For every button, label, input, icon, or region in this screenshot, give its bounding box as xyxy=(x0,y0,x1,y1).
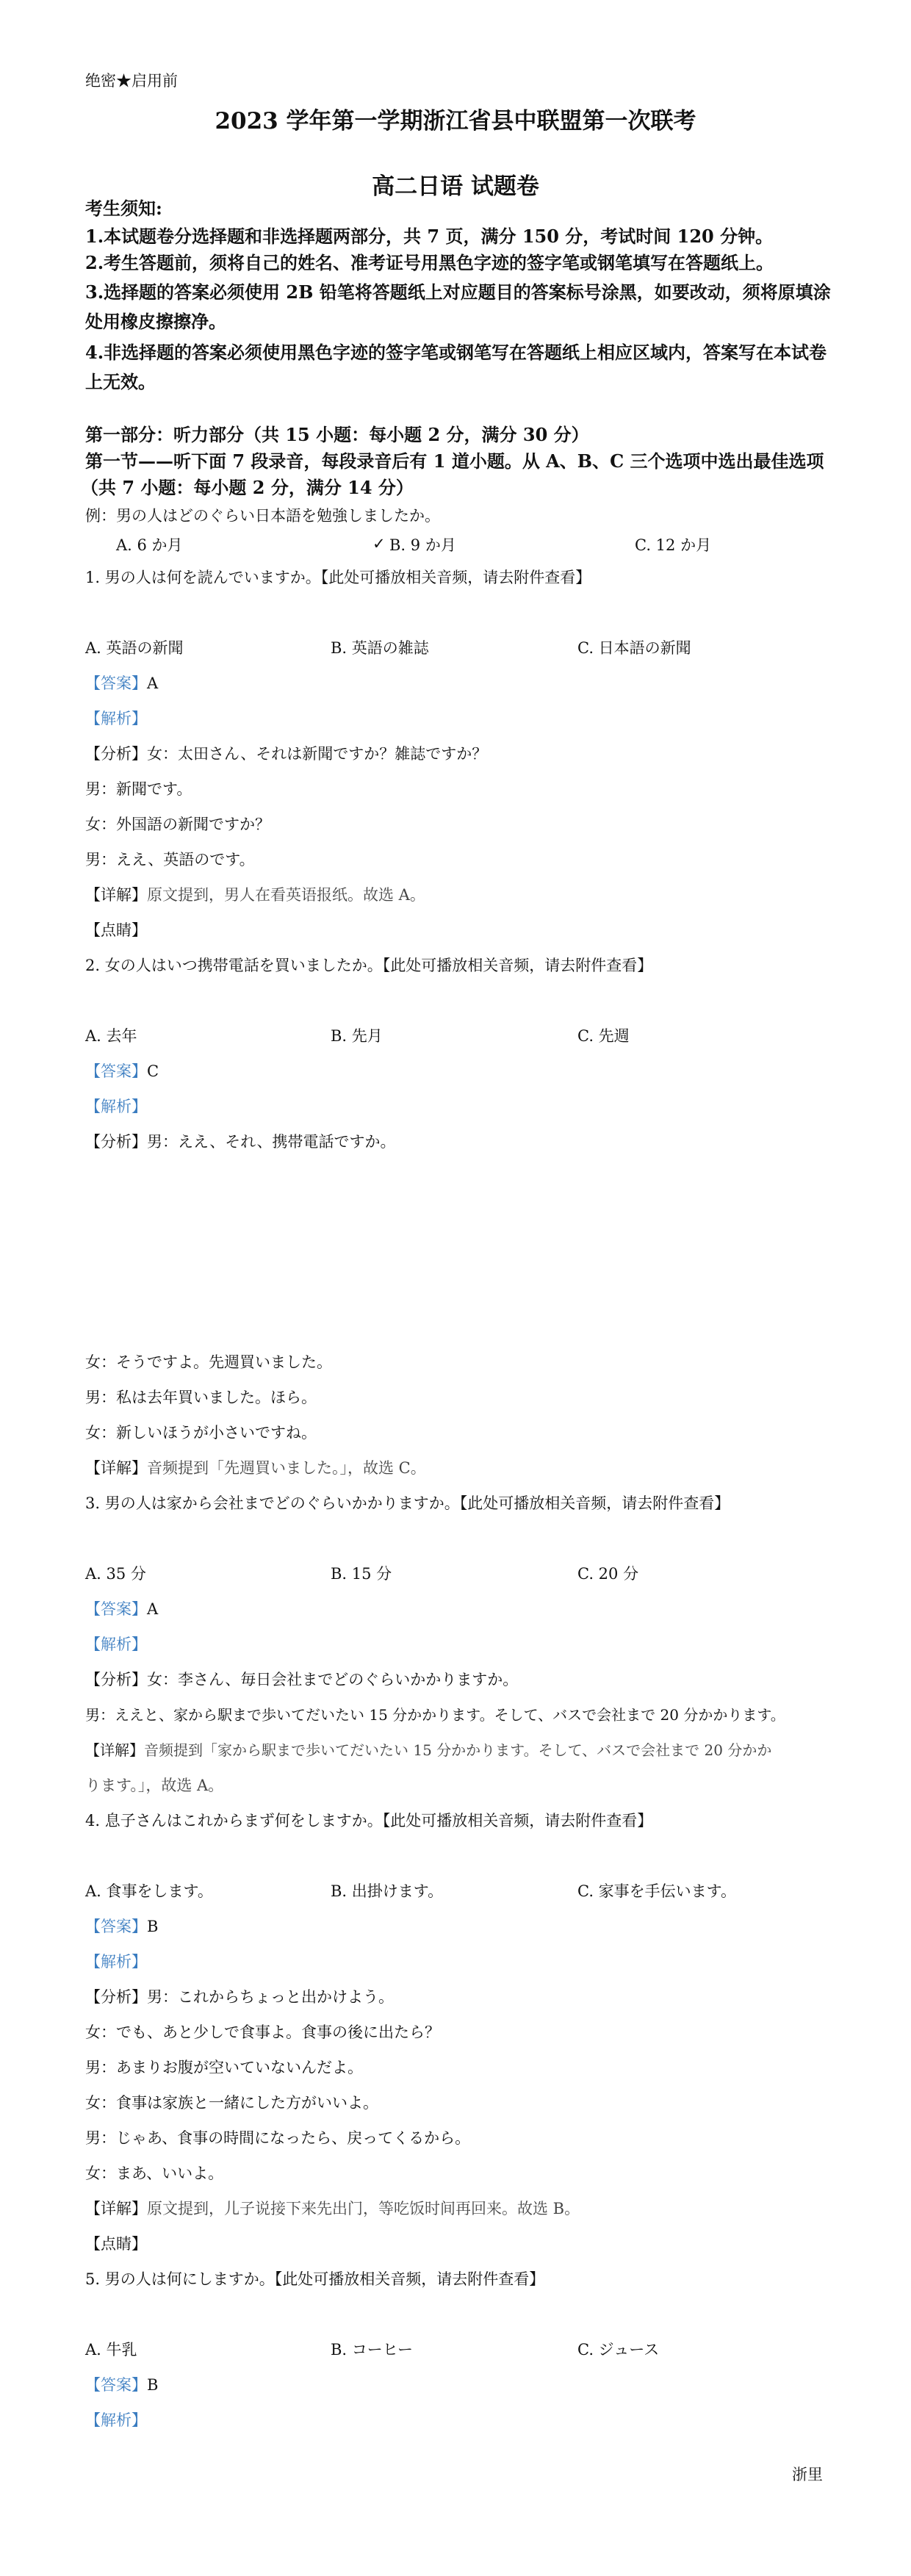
answer-label: 【答案】 xyxy=(85,1062,147,1080)
question-2-option-b: B. 先月 xyxy=(331,1027,383,1045)
example-prompt: 例：男の人はどのぐらい日本語を勉強しましたか。 xyxy=(85,507,440,525)
question-2-fenxi xyxy=(85,1133,396,1151)
question-3-detail xyxy=(85,1741,771,1759)
footer-mark: 浙里 xyxy=(792,2466,823,2483)
question-4-comment-label: 【点睛】 xyxy=(85,2235,147,2253)
question-2-dialog-3: 女：新しいほうが小さいですね。 xyxy=(85,1424,317,1442)
question-3-option-b: B. 15 分 xyxy=(331,1565,392,1583)
question-2-answer xyxy=(85,1062,159,1081)
answer-label: 【答案】 xyxy=(85,1600,147,1618)
question-4-answer xyxy=(85,1918,158,1936)
dialog-line: 男：これからちょっと出かけよう。 xyxy=(147,1988,394,2006)
exam-title: 2023 学年第一学期浙江省县中联盟第一次联考 xyxy=(215,108,696,134)
question-3-stem: 3. 男の人は家から会社までどのぐらいかかりますか。【此处可播放相关音频，请去附件查看】 xyxy=(85,1494,730,1512)
notice-heading: 考生须知: xyxy=(85,198,162,219)
question-3-answer xyxy=(85,1600,158,1619)
question-3-fenxi xyxy=(85,1671,518,1689)
question-4-stem: 4. 息子さんはこれからまず何をしますか。【此处可播放相关音频，请去附件查看】 xyxy=(85,1812,653,1830)
question-5-option-b: B. コーヒー xyxy=(331,2341,413,2359)
answer-label: 【答案】 xyxy=(85,1918,147,1935)
question-2-option-a: A. 去年 xyxy=(85,1027,137,1045)
dialog-line: 女：太田さん、それは新聞ですか？雑誌ですか？ xyxy=(147,745,488,763)
detail-label: 【详解】 xyxy=(85,2200,147,2217)
exam-subtitle: 高二日语 试题卷 xyxy=(372,173,539,200)
question-3-detail-cont: ります。」，故选 A。 xyxy=(85,1777,224,1794)
question-1-comment-label: 【点睛】 xyxy=(85,921,147,939)
question-4-dialog-1: 女：でも、あと少しで食事よ。食事の後に出たら？ xyxy=(85,2023,440,2041)
question-4-fenxi xyxy=(85,1988,394,2007)
question-4-option-a: A. 食事をします。 xyxy=(85,1882,213,1900)
question-2-detail xyxy=(85,1459,426,1478)
question-3-dialog-1: 男：ええと、家から駅まで歩いてだいたい 15 分かかります。そして、バスで会社まで 20 分かかります。 xyxy=(85,1706,785,1724)
confidential-mark: 绝密★启用前 xyxy=(85,72,178,90)
answer-value: C xyxy=(147,1062,159,1080)
question-3-option-a: A. 35 分 xyxy=(85,1565,146,1583)
question-2-analysis-label: 【解析】 xyxy=(85,1098,147,1115)
question-5-option-a: A. 牛乳 xyxy=(85,2341,137,2359)
section1-line1: 第一节——听下面 7 段录音，每段录音后有 1 道小题。从 A、B、C 三个选项中选出最佳选项 xyxy=(85,450,824,472)
fenxi-label: 【分析】 xyxy=(85,745,147,763)
question-1-analysis-label: 【解析】 xyxy=(85,710,147,727)
example-option-c: C. 12 か月 xyxy=(635,536,712,554)
notice-item-2: 2.考生答题前，须将自己的姓名、准考证号用黑色字迹的签字笔或钢笔填写在答题纸上。 xyxy=(85,252,774,273)
question-3-option-c: C. 20 分 xyxy=(577,1565,639,1583)
question-3-analysis-label: 【解析】 xyxy=(85,1636,147,1653)
answer-value: B xyxy=(147,1918,159,1935)
question-4-detail xyxy=(85,2200,580,2218)
question-4-dialog-2: 男：あまりお腹が空いていないんだよ。 xyxy=(85,2059,363,2076)
question-4-dialog-5: 女：まあ、いいよ。 xyxy=(85,2165,224,2182)
question-4-option-b: B. 出掛けます。 xyxy=(331,1882,444,1900)
answer-label: 【答案】 xyxy=(85,2376,147,2394)
question-4-analysis-label: 【解析】 xyxy=(85,1953,147,1971)
section1-line2: （共 7 小题：每小题 2 分，满分 14 分） xyxy=(81,477,414,498)
fenxi-label: 【分析】 xyxy=(85,1671,147,1688)
question-1-option-b: B. 英語の雑誌 xyxy=(331,639,429,657)
question-5-option-c: C. ジュース xyxy=(577,2341,660,2359)
answer-value: A xyxy=(147,674,159,692)
detail-text: 原文提到，儿子说接下来先出门，等吃饭时间再回来。故选 B。 xyxy=(147,2200,580,2217)
question-1-dialog-3: 男：ええ、英語のです。 xyxy=(85,851,255,868)
question-1-stem: 1. 男の人は何を読んでいますか。【此处可播放相关音频，请去附件查看】 xyxy=(85,569,591,586)
question-1-answer xyxy=(85,674,158,693)
detail-label: 【详解】 xyxy=(85,1459,147,1477)
example-option-a: A. 6 か月 xyxy=(116,536,183,554)
question-4-option-c: C. 家事を手伝います。 xyxy=(577,1882,736,1900)
check-icon: ✓ xyxy=(372,535,386,553)
question-2-dialog-1: 女：そうですよ。先週買いました。 xyxy=(85,1353,332,1371)
question-2-dialog-2: 男：私は去年買いました。ほら。 xyxy=(85,1389,317,1406)
question-4-dialog-3: 女：食事は家族と一緒にした方がいいよ。 xyxy=(85,2094,378,2112)
notice-item-1: 1.本试题卷分选择题和非选择题两部分，共 7 页，满分 150 分，考试时间 120 分钟。 xyxy=(85,226,774,247)
question-5-answer xyxy=(85,2376,158,2395)
dialog-line: 男：ええ、それ、携帯電話ですか。 xyxy=(147,1133,396,1151)
answer-value: B xyxy=(147,2376,159,2394)
question-5-stem: 5. 男の人は何にしますか。【此处可播放相关音频，请去附件查看】 xyxy=(85,2270,545,2288)
question-2-stem: 2. 女の人はいつ携帯電話を買いましたか。【此处可播放相关音频，请去附件查看】 xyxy=(85,957,653,974)
notice-item-4: 4.非选择题的答案必须使用黑色字迹的签字笔或钢笔写在答题纸上相应区域内，答案写在本试卷上无效。 xyxy=(85,342,827,392)
question-1-detail xyxy=(85,886,425,904)
notice-item-3: 3.选择题的答案必须使用 2B 铅笔将答题纸上对应题目的答案标号涂黑，如要改动，须将原填涂处用橡皮擦擦净。 xyxy=(85,281,831,332)
question-1-option-c: C. 日本語の新聞 xyxy=(577,639,691,657)
dialog-line: 女：李さん、毎日会社までどのぐらいかかりますか。 xyxy=(147,1671,519,1688)
question-1-dialog-2: 女：外国語の新聞ですか？ xyxy=(85,816,270,833)
detail-text: 原文提到，男人在看英语报纸。故选 A。 xyxy=(147,886,425,904)
detail-text: 音频提到「家から駅まで歩いてだいたい 15 分かかります。そして、バスで会社まで 20 分かか xyxy=(144,1741,772,1759)
answer-label: 【答案】 xyxy=(85,674,147,692)
answer-value: A xyxy=(147,1600,159,1618)
question-1-fenxi xyxy=(85,745,487,763)
question-1-dialog-1: 男：新聞です。 xyxy=(85,780,192,798)
question-4-dialog-4: 男：じゃあ、食事の時間になったら、戻ってくるから。 xyxy=(85,2129,471,2147)
fenxi-label: 【分析】 xyxy=(85,1988,147,2006)
question-1-option-a: A. 英語の新聞 xyxy=(85,639,184,657)
example-option-b: B. 9 か月 xyxy=(389,536,456,554)
question-2-option-c: C. 先週 xyxy=(577,1027,630,1045)
fenxi-label: 【分析】 xyxy=(85,1133,147,1151)
detail-text: 音频提到「先週買いました。」，故选 C。 xyxy=(147,1459,426,1477)
detail-label: 【详解】 xyxy=(85,1741,144,1759)
part1-title: 第一部分：听力部分（共 15 小题：每小题 2 分，满分 30 分） xyxy=(85,424,589,445)
detail-label: 【详解】 xyxy=(85,886,147,904)
question-5-analysis-label: 【解析】 xyxy=(85,2411,147,2429)
